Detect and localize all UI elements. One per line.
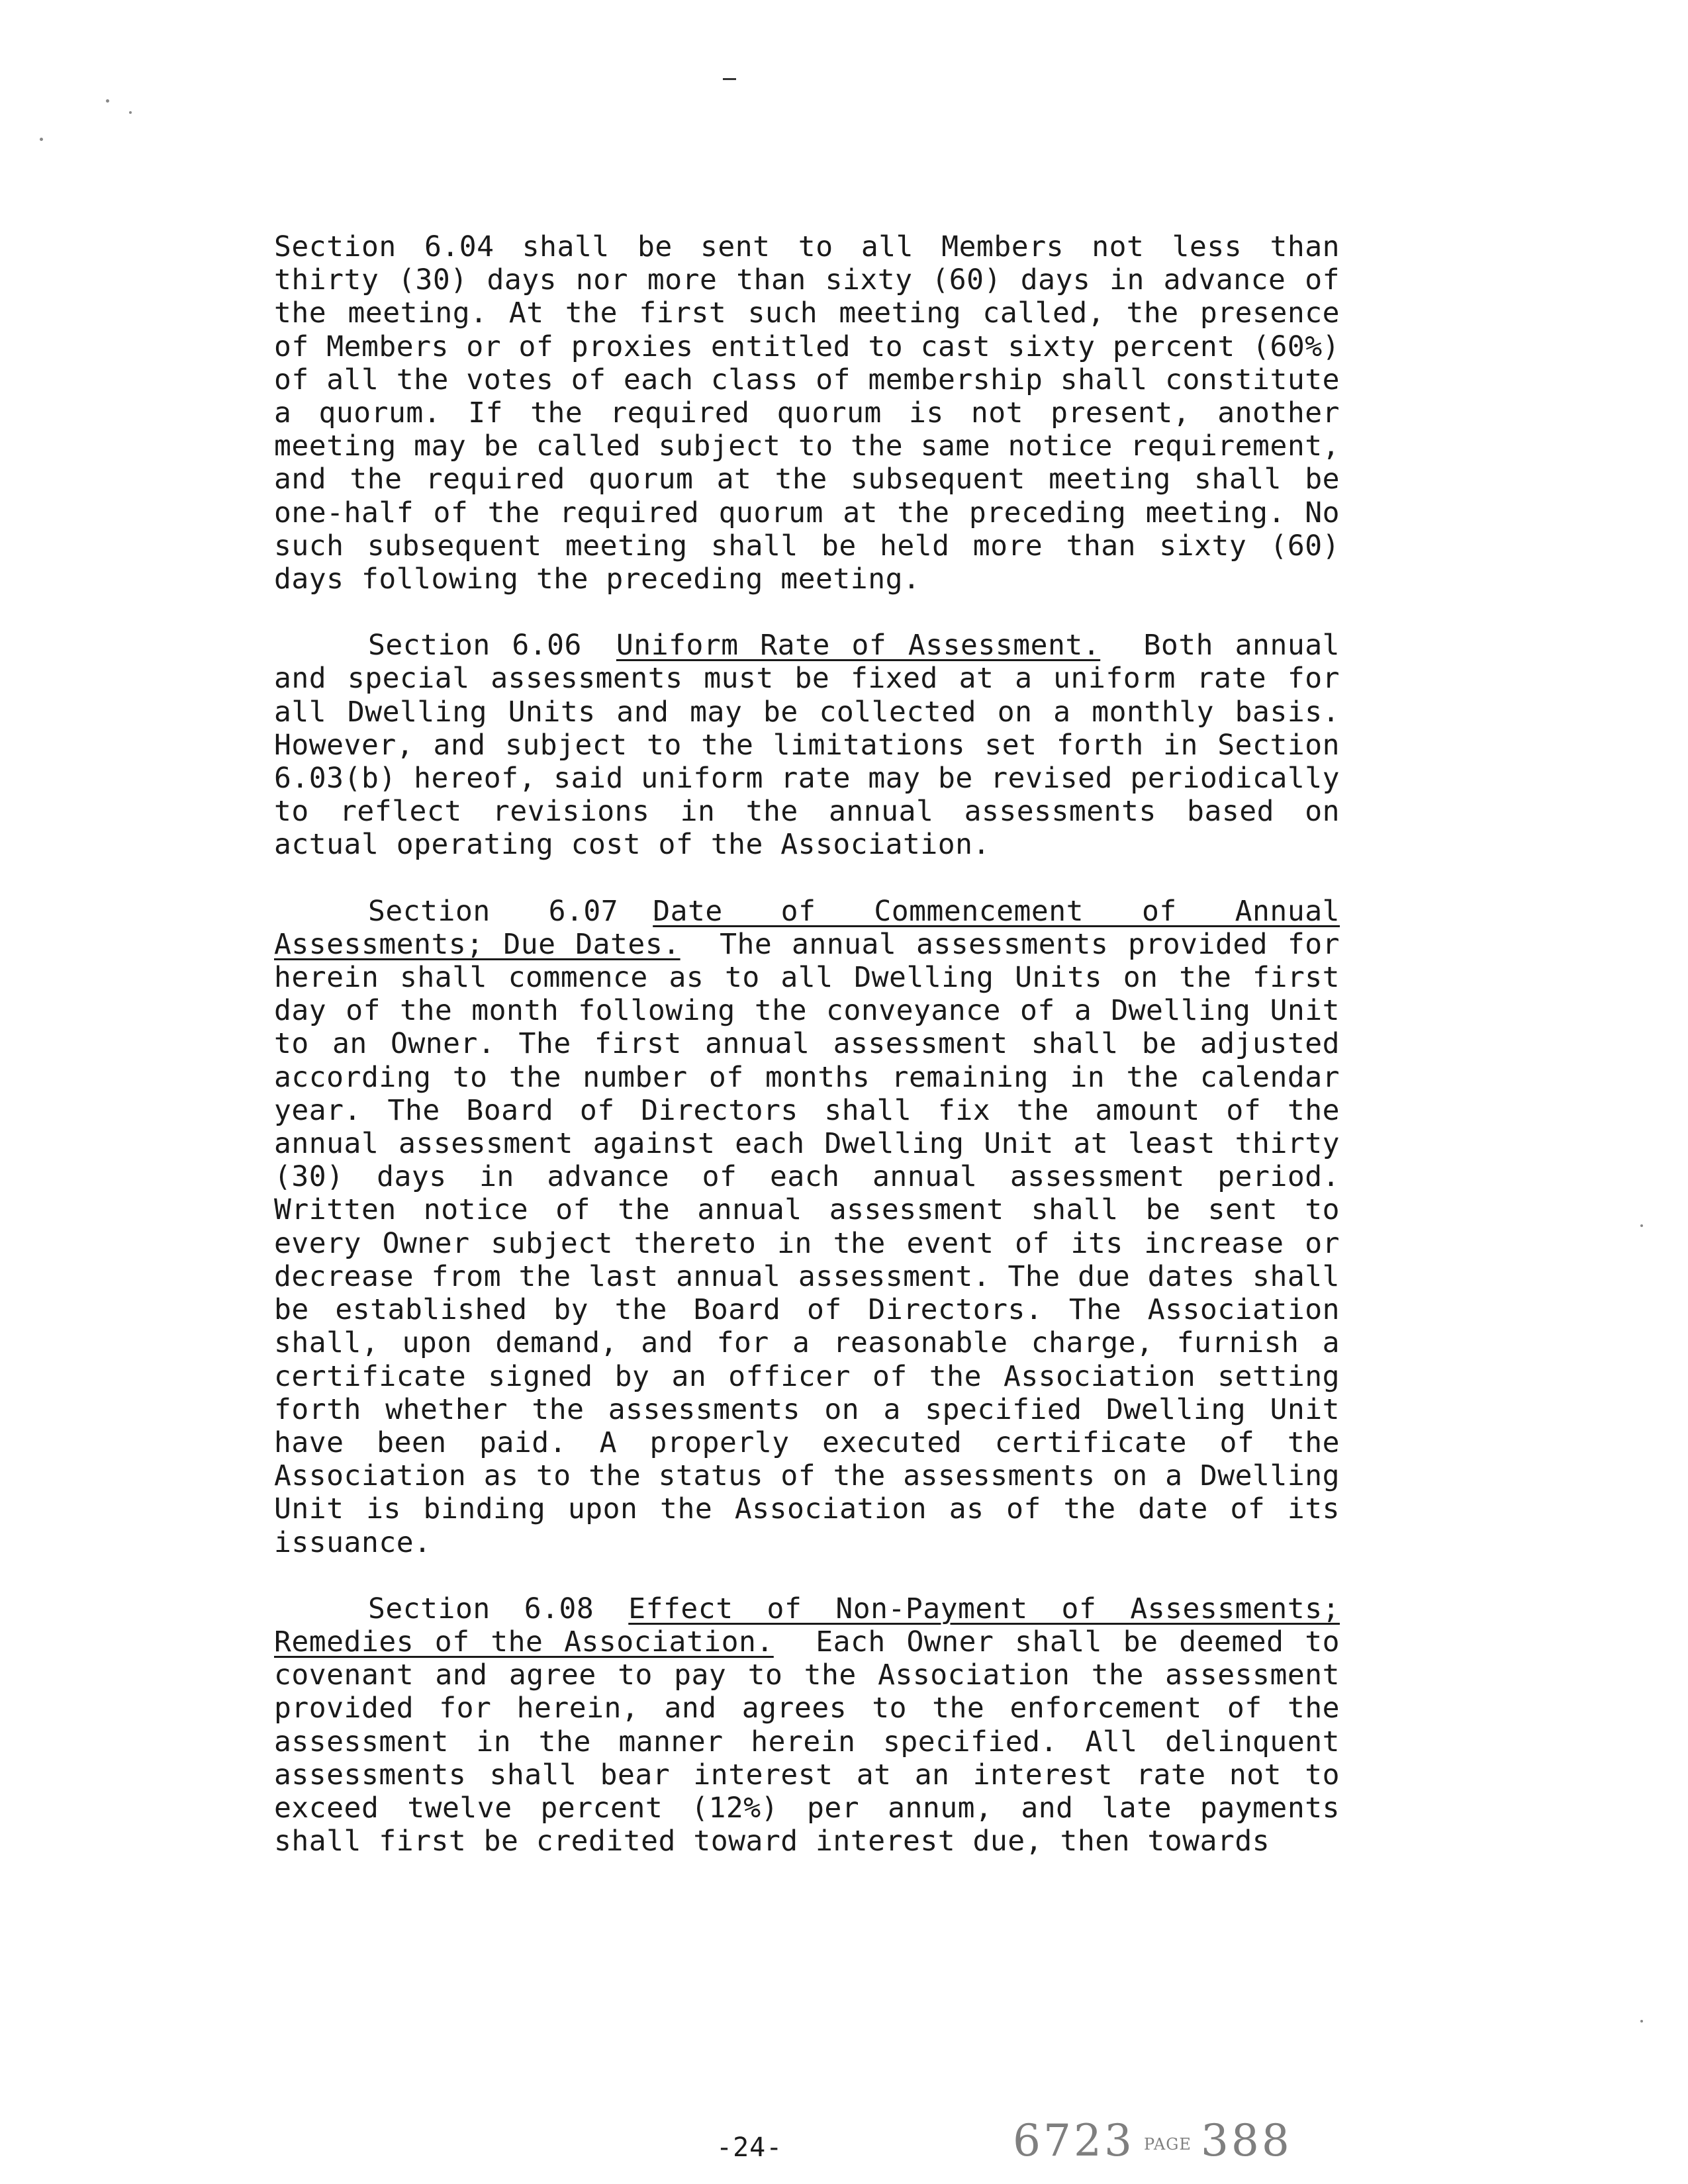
paragraph-section-6-07 (274, 895, 1340, 1559)
paragraph-text: Section 6.04 shall be sent to all Members not less than thirty (30) days nor more than sixty (60) days in advance of the meeting. At the first such meeting called, the presence of Members or of proxies entitled to cast sixty percent (60%) of all the votes of each class of membership shall constitute a quorum. If the required quorum is not present, another meeting may be called subject to the same notice requirement, and the required quorum at the subsequent meeting shall be one-half of the required quorum at the preceding meeting. No such subsequent meeting shall be held more than sixty (60) days following the preceding meeting. (274, 230, 1340, 596)
scan-speck (129, 111, 132, 114)
document-body (274, 230, 1340, 1891)
section-heading: Date of Commencement of Annual Assessments; Due Dates. (274, 894, 1340, 961)
stamp-page-word: PAGE (1143, 2135, 1192, 2154)
section-heading: Effect of Non-Payment of Assessments; Remedies of the Association. (274, 1592, 1340, 1659)
scan-speck (40, 138, 43, 141)
paragraph-text: Both annual and special assessments must be fixed at a uniform rate for all Dwelling Units and may be collected on a monthly basis. However, and subject to the limitations set forth in Section 6.03(b) hereof, said uniform rate may be revised periodically to reflect revisions in the annual assessments based on actual operating cost of the Association. (274, 629, 1340, 862)
paragraph-section-6-06 (274, 629, 1340, 861)
paragraph-continuation (274, 230, 1340, 596)
section-number: Section 6.07 (368, 894, 619, 928)
section-number: Section 6.06 (368, 629, 582, 662)
section-number: Section 6.08 (368, 1592, 594, 1625)
paragraph-text: The annual assessments provided for herein shall commence as to all Dwelling Units on the first day of the month following the conveyance of a Dwelling Unit to an Owner. The first annual assessment shall be adjusted according to the number of months remaining in the calendar year. The Board of Directors shall fix the amount of the annual assessment against each Dwelling Unit at least thirty (30) days in advance of each annual assessment period. Written notice of the annual assessment shall be sent to every Owner subject thereto in the event of its increase or decrease from the last annual assessment. The due dates shall be established by the Board of Directors. The Association shall, upon demand, and for a reasonable charge, furnish a certificate signed by an officer of the Association setting forth whether the assessments on a specified Dwelling Unit have been paid. A properly executed certificate of the Association as to the status of the assessments on a Dwelling Unit is binding upon the Association as of the date of its issuance. (274, 927, 1340, 1559)
paragraph-section-6-08 (274, 1592, 1340, 1858)
page-number: -24- (716, 2132, 783, 2163)
scan-speck (1640, 1224, 1643, 1227)
scan-speck (1640, 2020, 1643, 2023)
stamp-book-number: 6723 (1013, 2115, 1135, 2166)
scan-mark (723, 78, 736, 80)
stamp-page-number: 388 (1200, 2115, 1292, 2166)
recording-stamp (1013, 2115, 1292, 2166)
paragraph-text: Each Owner shall be deemed to covenant and agree to pay to the Association the assessment provided for herein, and agrees to the enforcement of the assessment in the manner herein specified. All delinquent assessments shall bear interest at an interest rate not to exceed twelve percent (12%) per annum, and late payments shall first be credited toward interest due, then towards (274, 1625, 1340, 1858)
scan-speck (106, 99, 109, 103)
section-heading: Uniform Rate of Assessment. (616, 629, 1101, 662)
